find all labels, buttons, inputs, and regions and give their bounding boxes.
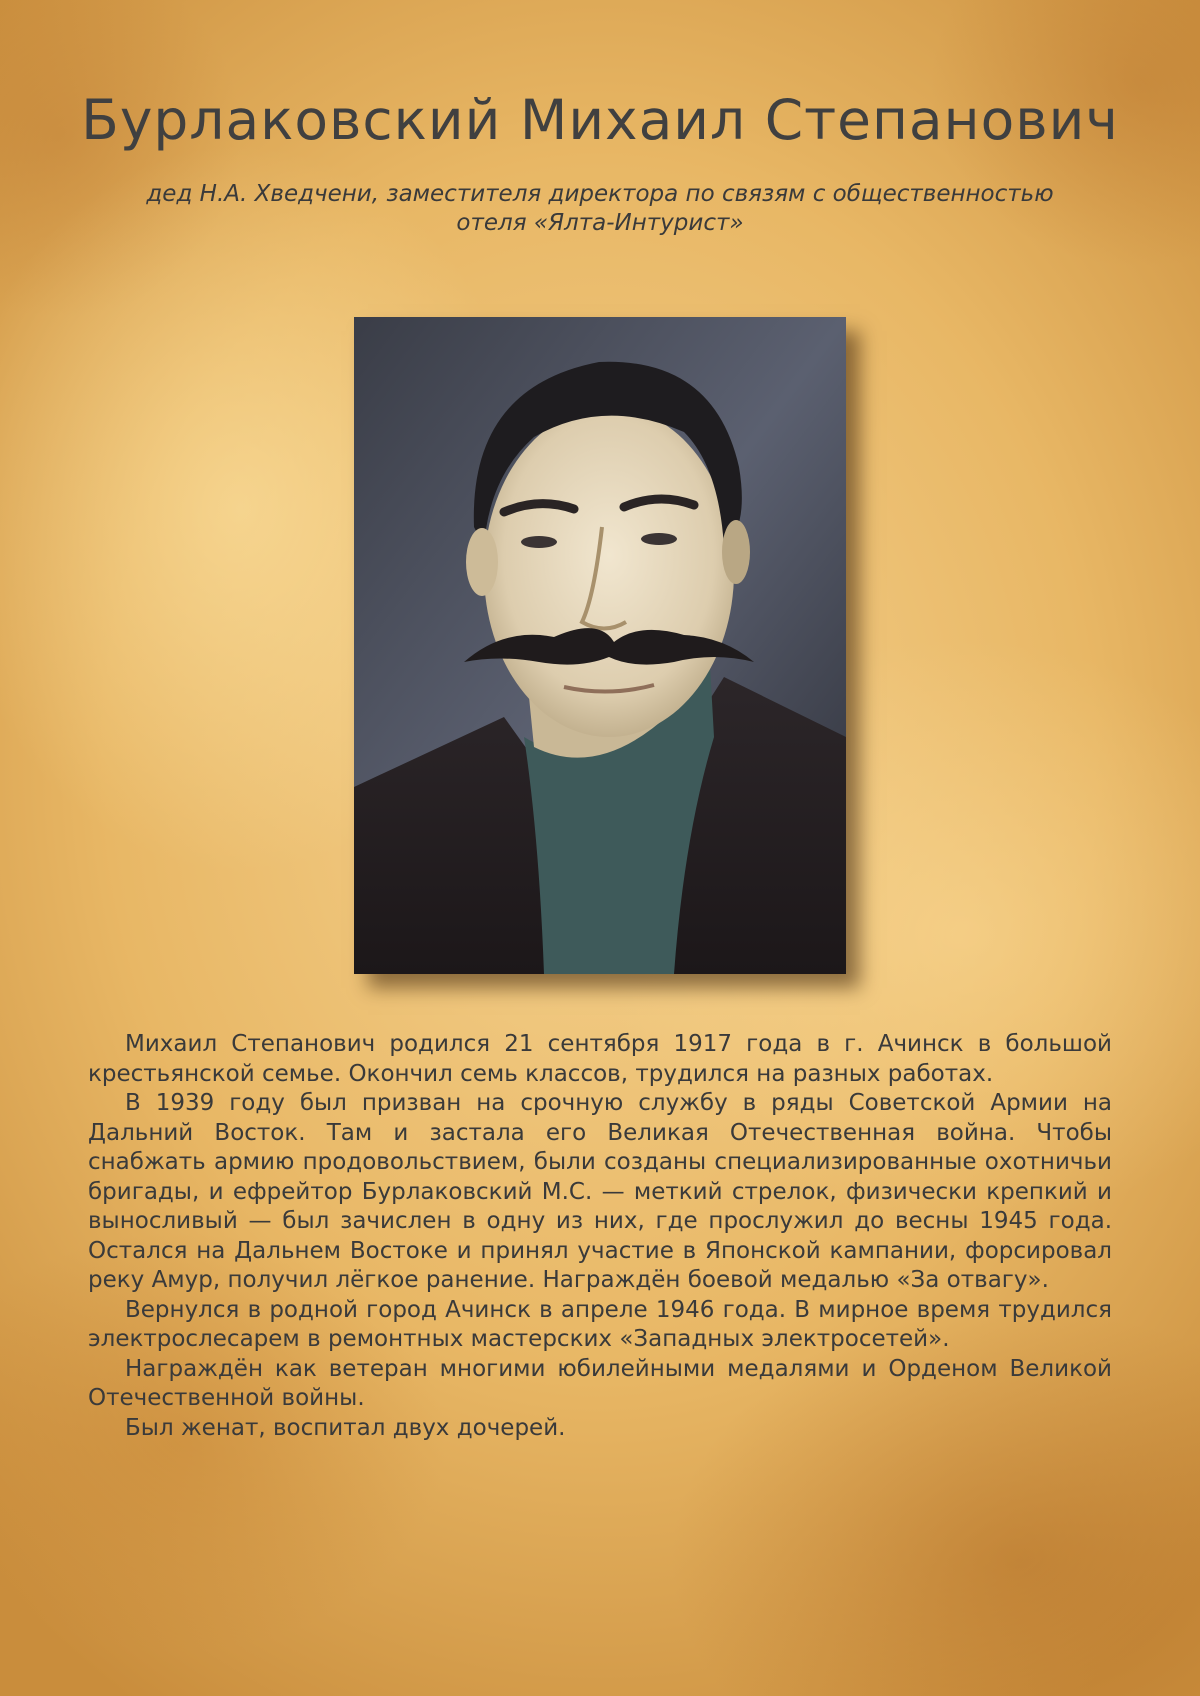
bio-paragraph: Михаил Степанович родился 21 сентября 1917 года в г. Ачинск в большой крестьянской семье. Окончил семь классов, трудился на разных работах. [88, 1031, 1112, 1087]
bio-paragraph: В 1939 году был призван на срочную службу в ряды Советской Армии на Дальний Восток. Там и застала его Великая Отечественная война. Чтобы снабжать армию продовольствием, были созданы специализированные охотничьи бригады, и ефрейтор Бурлаковский М.С. — меткий стрелок, физически крепкий и выносливый — был зачислен в одну из них, где прослужил до весны 1945 года. Остался на Дальнем Востоке и принял участие в Японской кампании, форсировал реку Амур, получил лёгкое ранение. Награждён боевой медалью «За отвагу». [88, 1090, 1112, 1293]
biography-text [88, 1030, 1112, 1443]
subtitle-line-2: отеля «Ялта-Интурист» [456, 210, 744, 236]
portrait-photo [354, 317, 846, 974]
subtitle-line-1: дед Н.А. Хведчени, заместителя директора по связям с общественностью [146, 181, 1054, 207]
bio-paragraph: Награждён как ветеран многими юбилейными медалями и Орденом Великой Отечественной войны. [88, 1355, 1112, 1411]
bio-paragraph: Вернулся в родной город Ачинск в апреле 1946 года. В мирное время трудился электрослесарем в ремонтных мастерских «Западных электросетей». [88, 1296, 1112, 1352]
page-title: Бурлаковский Михаил Степанович [81, 88, 1119, 152]
page-subtitle [100, 180, 1100, 238]
bio-paragraph: Был женат, воспитал двух дочерей. [125, 1414, 566, 1441]
